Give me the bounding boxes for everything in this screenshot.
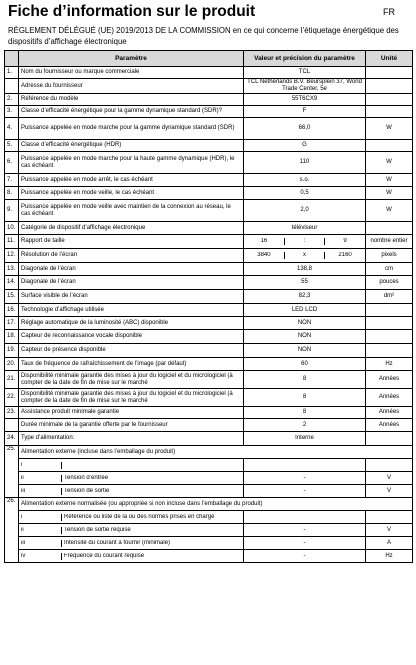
section-title: Alimentation externe (incluse dans l’emballage du produit) [19,446,413,459]
table-row [5,290,413,304]
table-row [5,174,413,187]
row-value [244,235,366,249]
section-parameter [19,550,244,563]
row-value: 110 [244,152,366,174]
row-parameter: Classe d’efficacité énergétique pour la gamme dynamique standard (SDR)? [19,106,244,118]
row-value: NON [244,344,366,358]
table-row [5,389,413,407]
section-index: i [19,514,62,521]
header-parameter: Paramètre [19,51,244,67]
row-parameter: Durée minimale de la garantie offerte par le fournisseur [19,419,244,432]
row-parameter: Taux de fréquence de rafraîchissement de l’image (par défaut) [19,358,244,371]
row-number: 20. [5,358,19,371]
section-row [5,550,413,563]
row-parameter: Assistance produit minimale garantie [19,407,244,419]
row-value: 55T6CX9 [244,94,366,106]
section-parameter [19,524,244,537]
row-number: 4. [5,118,19,140]
row-parameter: Classe d’efficacité énergétique (HDR) [19,140,244,152]
row-number: 5. [5,140,19,152]
row-number: 17. [5,317,19,330]
row-unit: Années [366,407,413,419]
row-value-part: 9 [343,238,347,244]
row-number: 23. [5,407,19,419]
section-row [5,459,413,472]
section-index: iii [19,488,62,495]
row-value: 0,5 [244,187,366,200]
row-number: 12. [5,249,19,263]
row-value: 2,0 [244,200,366,222]
row-unit: Hz [366,358,413,371]
table-row [5,263,413,276]
row-unit [366,432,413,446]
table-row [5,371,413,389]
row-parameter: Puissance appelée en mode arrêt, le cas échéant [19,174,244,187]
row-parameter: Capteur de reconnaissance vocale disponible [19,330,244,344]
section-unit: Hz [366,550,413,563]
header-number [5,51,19,67]
row-number [5,419,19,432]
row-number: 2. [5,94,19,106]
section-label: Tension d’entrée [64,474,109,481]
section-value: - [244,524,366,537]
row-parameter: Adresse du fournisseur [19,79,244,94]
page-title: Fiche d’information sur le produit [8,3,256,20]
row-value: LED LCD [244,304,366,317]
section-unit: V [366,472,413,485]
row-value: NON [244,330,366,344]
row-value: 8 [244,407,366,419]
section-parameter [19,459,244,472]
table-row [5,249,413,263]
row-parameter: Puissance appelée en mode marche pour la gamme dynamique standard (SDR) [19,118,244,140]
row-number: 3. [5,106,19,118]
row-number: 14. [5,276,19,290]
section-value: - [244,537,366,550]
row-number: 10. [5,222,19,235]
section-row [5,524,413,537]
row-number: 11. [5,235,19,249]
section-header-row [5,446,413,459]
section-row [5,511,413,524]
header-unit: Unité [366,51,413,67]
row-value: NON [244,317,366,330]
row-number: 18. [5,330,19,344]
table-row [5,419,413,432]
row-number: 15. [5,290,19,304]
language-code: FR [383,7,395,17]
section-value: - [244,550,366,563]
section-label: Tension de sortie [64,487,110,494]
row-parameter: Résolution de l’écran [19,249,244,263]
row-unit: W [366,118,413,140]
row-unit: cm [366,263,413,276]
row-unit: Années [366,389,413,407]
row-parameter: Rapport de taille [19,235,244,249]
row-parameter: Catégorie de dispositif d’affichage électronique [19,222,244,235]
row-unit: pouces [366,276,413,290]
section-unit: V [366,524,413,537]
row-parameter: Disponibilité minimale garantie des mises à jour du logiciel et du micrologiciel (à compter de la date de fin de mise sur le marché [19,371,244,389]
row-unit [366,317,413,330]
row-unit: dm² [366,290,413,304]
row-unit: Années [366,419,413,432]
table-row [5,79,413,94]
table-row [5,200,413,222]
row-number: 22. [5,389,19,407]
row-value: téléviseur [244,222,366,235]
row-unit [366,106,413,118]
row-parameter: Réglage automatique de la luminosité (ABC) disponible [19,317,244,330]
section-label: Référence ou liste de la ou des normes prises en charge [64,513,215,520]
row-value: 66,0 [244,118,366,140]
row-parameter: Surface visible de l’écran [19,290,244,304]
row-value-part: 2160 [338,252,352,258]
section-parameter [19,537,244,550]
row-parameter: Diagonale de l’écran [19,276,244,290]
row-number: 6. [5,152,19,174]
table-row [5,330,413,344]
table-row [5,432,413,446]
row-value: 82,3 [244,290,366,304]
table-row [5,152,413,174]
table-row [5,187,413,200]
section-row [5,485,413,498]
row-number: 16. [5,304,19,317]
row-parameter: Nom du fournisseur ou marque commerciale [19,67,244,79]
row-value: 55 [244,276,366,290]
section-unit [366,511,413,524]
table-row [5,106,413,118]
row-unit: pixels [366,249,413,263]
section-index: ii [19,475,62,482]
row-unit: nombre entier [366,235,413,249]
section-label: Fréquence du courant requise [64,552,145,559]
table-row [5,358,413,371]
row-parameter: Technologie d’affichage utilisée [19,304,244,317]
row-number: 19. [5,344,19,358]
row-value-part: 16 [244,238,284,245]
section-number: 26. [5,498,19,563]
row-parameter: Capteur de présence disponible [19,344,244,358]
row-number: 7. [5,174,19,187]
section-value [244,511,366,524]
row-unit [366,79,413,94]
row-parameter: Disponibilité minimale garantie des mises à jour du logiciel et du micrologiciel (à compter de la date de fin de mise sur le marché [19,389,244,407]
row-value: G [244,140,366,152]
section-label [62,462,244,469]
row-number: 9. [5,200,19,222]
table-row [5,344,413,358]
row-parameter: Type d’alimentation: [19,432,244,446]
row-number: 24. [5,432,19,446]
row-parameter: Puissance appelée en mode marche pour la haute gamme dynamique (HDR), le cas échéant [19,152,244,174]
row-value: 2 [244,419,366,432]
section-index: i [19,462,62,469]
table-row [5,276,413,290]
row-number: 13. [5,263,19,276]
section-index: ii [19,527,62,534]
section-value: - [244,485,366,498]
row-parameter: Référence du modèle [19,94,244,106]
row-value: F [244,106,366,118]
table-row [5,235,413,249]
row-number: 21. [5,371,19,389]
row-value-part: x [284,252,324,259]
row-value: 8 [244,371,366,389]
section-title: Alimentation externe normalisée (ou appropriée si non incluse dans l’emballage du produit) [19,498,413,511]
row-parameter: Diagonale de l’écran [19,263,244,276]
row-unit: W [366,152,413,174]
table-row [5,317,413,330]
table-row [5,67,413,79]
row-number: 1. [5,67,19,79]
row-unit [366,330,413,344]
row-value: 138,8 [244,263,366,276]
row-parameter: Puissance appelée en mode veille avec maintien de la connexion au réseau, le cas échéant [19,200,244,222]
table-row [5,94,413,106]
section-value [244,459,366,472]
section-index: iv [19,553,62,560]
section-parameter [19,485,244,498]
row-value: TCL Netherlands B.V. Beursplein 37, World Trade Center, 5e [244,79,366,94]
row-unit [366,94,413,106]
section-unit: V [366,485,413,498]
section-number: 25. [5,446,19,498]
section-unit [366,459,413,472]
row-unit: W [366,187,413,200]
table-row [5,407,413,419]
product-info-table [4,50,413,563]
row-value: TCL [244,67,366,79]
section-row [5,472,413,485]
regulation-text: RÈGLEMENT DÉLÉGUÉ (UE) 2019/2013 DE LA COMMISSION en ce qui concerne l’étiquetage énergétique des dispositifs d’affichage électronique [8,26,399,46]
header-value: Valeur et précision du paramètre [244,51,366,67]
row-unit [366,67,413,79]
section-value: - [244,472,366,485]
table-row [5,222,413,235]
section-label: Intensité du courant à fournir (minimale) [64,539,171,546]
row-value: Interne [244,432,366,446]
row-value [244,249,366,263]
row-value: 60 [244,358,366,371]
row-number: 8. [5,187,19,200]
row-number [5,79,19,94]
section-index: iii [19,540,62,547]
row-unit: W [366,174,413,187]
row-parameter: Puissance appelée en mode veille, le cas échéant [19,187,244,200]
section-parameter [19,511,244,524]
section-parameter [19,472,244,485]
section-unit: A [366,537,413,550]
row-unit [366,140,413,152]
section-row [5,537,413,550]
table-row [5,118,413,140]
row-value-part: : [284,238,324,245]
row-value: 8 [244,389,366,407]
row-value: s.o. [244,174,366,187]
row-unit: W [366,200,413,222]
row-unit [366,304,413,317]
table-row [5,304,413,317]
row-value-part: 3840 [244,252,284,259]
section-header-row [5,498,413,511]
table-row [5,140,413,152]
row-unit [366,344,413,358]
row-unit: Années [366,371,413,389]
section-label: Tension de sortie requise [64,526,131,533]
row-unit [366,222,413,235]
